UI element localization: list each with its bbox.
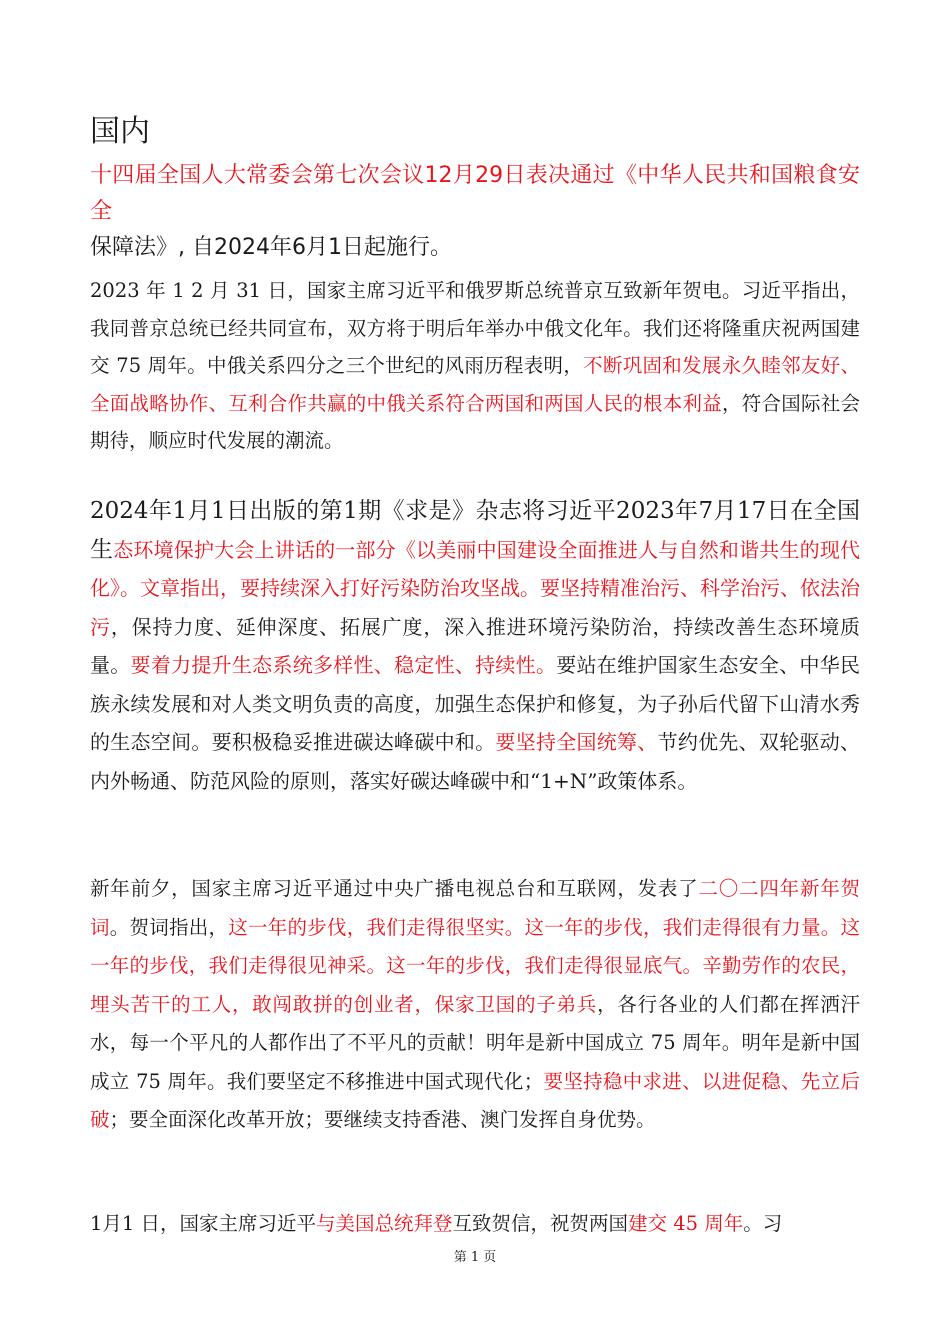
highlight-text: 建交 45 周年 (628, 1212, 744, 1235)
body-text: 节约优先、双轮驱动、内外畅通、防范风险的原则，落实好碳达峰碳中和“1+N”政策体系。 (90, 730, 861, 793)
section-heading: 国内 (90, 114, 150, 149)
highlight-text: 这一年的步伐，我们走得很坚实。这一年的步伐，我们走得很有力量。这一年的步伐，我们走得很见神采。这一年的步伐，我们走得很显底气。辛勤劳作的农民，埋头苦干的工人，敢闯敢拼的创业者，保家卫国的子弟兵 (90, 915, 860, 1016)
highlight-text: 态环境保护大会上讲话的一部分《以美丽中国建设全面推进人与自然和谐共生的现代化》。文章指出，要持续深入打好污染防治攻坚战。要坚持精准治污、科学治污、依法治污 (90, 537, 861, 639)
body-text: ，保持力度、延伸深度、拓展广度，深入推进环境污染防治，持续改善生态环境质量。 (90, 614, 861, 677)
paragraph-china-us-greetings (90, 1206, 870, 1242)
body-text: 要站在维护国家生态安全、中华民族永续发展和对人类文明负责的高度，加强生态保护和修复，为子孙后代留下山清水秀的生态空间。要积极稳妥推进碳达峰碳中和。 (90, 653, 861, 754)
paragraph-china-russia-greetings (90, 272, 860, 460)
body-text: 。贺词指出， (109, 915, 229, 939)
paragraph-food-security-law (90, 158, 860, 266)
body-text: 2024年1月1日出版的第1期《求是》杂志将习近平2023年7月17日在全国生 (90, 498, 860, 563)
highlight-text: 与美国总统拜登 (316, 1212, 453, 1235)
highlight-text: 要坚持稳中求进、以进促稳、先立后破 (90, 1069, 860, 1131)
body-text: ，符合国际社会期待，顺应时代发展的潮流。 (90, 391, 860, 452)
body-text: 互致贺信，祝贺两国 (452, 1212, 629, 1235)
page-number: 第 1 页 (453, 1250, 497, 1265)
body-text: 。习 (743, 1212, 783, 1235)
highlight-text: 要着力提升生态系统多样性、稳定性、持续性。 (130, 653, 557, 677)
body-text: 2023 年 1 2 月 31 日，国家主席习近平和俄罗斯总统普京互致新年贺电。习近平指出，我同普京总统已经共同宣布，双方将于明后年举办中俄文化年。我们还将隆重庆祝两国建交 75 周年。中俄关系四分之三个世纪的风雨历程表明， (90, 279, 860, 377)
paragraph-new-year-address (90, 870, 860, 1140)
highlight-text: 二〇二四年新年贺词 (90, 877, 860, 939)
body-text: ，各行各业的人们都在挥洒汗水，每一个平凡的人都作出了不平凡的贡献！明年是新中国成立 75 周年。明年是新中国成立 75 周年。我们要坚定不移推进中国式现代化； (90, 992, 860, 1093)
highlight-text: 十四届全国人大常委会第七次会议12月29日表决通过《中华人民共和国粮食安全 (90, 163, 860, 224)
body-text: 保障法》, 自2024年6月1日起施行。 (90, 235, 452, 260)
highlight-text: 不断巩固和发展永久睦邻友好、全面战略协作、互利合作共赢的中俄关系符合两国和两国人民的根本利益 (90, 354, 860, 415)
highlight-text: 要坚持全国统筹、 (495, 730, 658, 754)
body-text: ；要全面深化改革开放；要继续支持香港、澳门发挥自身优势。 (109, 1108, 656, 1131)
body-text: 新年前夕，国家主席习近平通过中央广播电视总台和互联网，发表了 (90, 877, 699, 900)
paragraph-qiushi-article (90, 492, 860, 800)
body-text: 1月1 日，国家主席习近平 (90, 1212, 317, 1235)
